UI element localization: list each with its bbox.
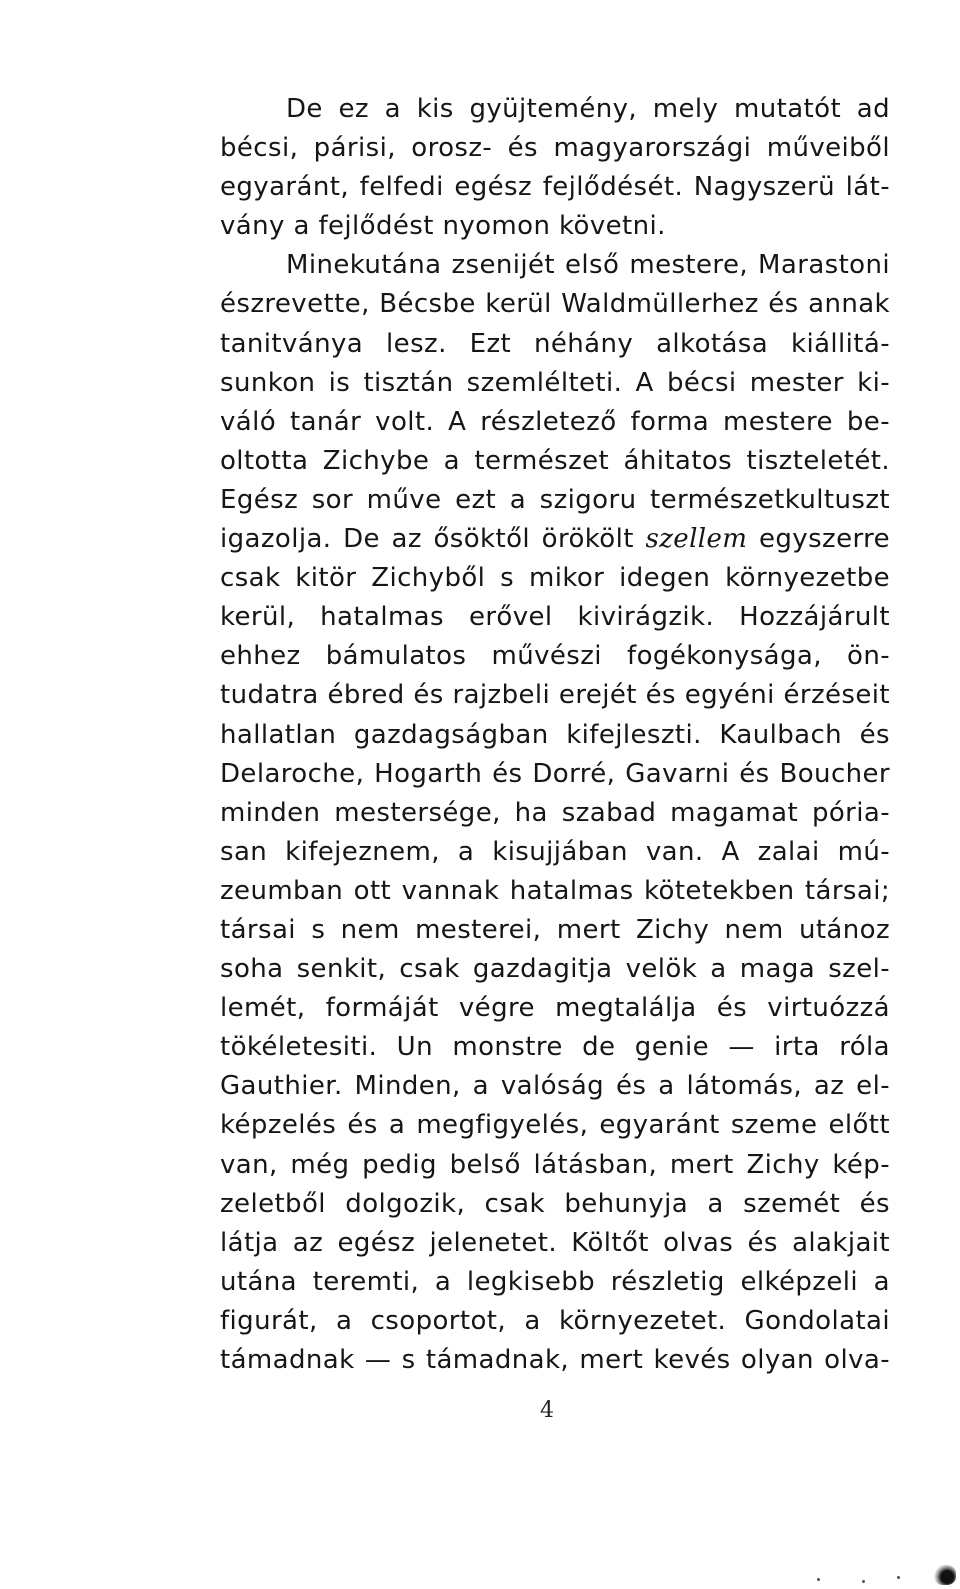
ink-speck: [862, 1580, 865, 1583]
text-line: De ez a kis gyüjtemény, mely mutatót ad: [286, 94, 890, 124]
page-number: 4: [540, 1398, 554, 1423]
text-line: zeumban ott vannak hatalmas kötetekben társai;: [220, 875, 890, 906]
text-line: tökéletesiti. Un monstre de genie — irta róla: [220, 1032, 890, 1063]
text-line: Minekutána zsenijét első mestere, Marastoni: [286, 250, 890, 281]
text-line: képzelés és a megfigyelés, egyaránt szeme előtt: [220, 1110, 890, 1141]
text-line: minden mestersége, ha szabad magamat pória-: [220, 797, 890, 828]
text-line: zeletből dolgozik, csak behunyja a szemét és: [220, 1188, 890, 1219]
text-line: észrevette, Bécsbe kerül Waldmüllerhez és annak: [220, 289, 890, 320]
text-line: san kifejeznem, a kisujjában van. A zalai mú-: [220, 836, 890, 867]
text-line: soha senkit, csak gazdagitja velök a maga szel-: [220, 954, 890, 985]
ink-smudge: [934, 1565, 956, 1585]
text-line: utána teremti, a legkisebb részletig elképzeli a: [220, 1266, 890, 1297]
text-segment: igazolja. De az ősöktől örökölt: [220, 524, 634, 555]
text-line: Gauthier. Minden, a valóság és a látomás, az el-: [220, 1071, 890, 1102]
text-line: látja az egész jelenetet. Költőt olvas és alakjait: [220, 1227, 890, 1258]
text-line: tanitványa lesz. Ezt néhány alkotása kiállitá-: [220, 328, 890, 359]
text-line: van, még pedig belső látásban, mert Zichy kép-: [220, 1149, 890, 1180]
text-line: csak kitör Zichyből s mikor idegen környezetbe: [220, 563, 890, 594]
text-line: Egész sor műve ezt a szigoru természetkultuszt: [220, 484, 890, 515]
text-line: Delaroche, Hogarth és Dorré, Gavarni és Boucher: [220, 758, 890, 789]
ink-speck: [897, 1576, 900, 1579]
text-line: támadnak — s támadnak, mert kevés olyan olva-: [220, 1345, 890, 1375]
text-line: hallatlan gazdagságban kifejleszti. Kaulbach és: [220, 719, 890, 750]
text-line: egyaránt, felfedi egész fejlődését. Nagyszerü lát-: [220, 172, 890, 203]
text-line: oltotta Zichybe a természet áhitatos tiszteletét.: [220, 445, 890, 476]
text-line: vány a fejlődést nyomon követni.: [220, 211, 666, 242]
text-line: lemét, formáját végre megtalálja és virtuózzá: [220, 993, 890, 1024]
text-line: kerül, hatalmas erővel kivirágzik. Hozzájárult: [220, 602, 890, 633]
text-line: váló tanár volt. A részletező forma mestere be-: [220, 406, 890, 437]
body-text: [220, 90, 890, 1380]
text-line: sunkon is tisztán szemlélteti. A bécsi mester ki-: [220, 367, 890, 398]
italic-word: szellem: [645, 524, 748, 555]
text-line: tudatra ébred és rajzbeli erejét és egyéni érzéseit: [220, 680, 890, 711]
text-line: figurát, a csoportot, a környezetet. Gondolatai: [220, 1305, 890, 1336]
ink-speck: [817, 1578, 820, 1581]
text-line: bécsi, párisi, orosz- és magyarországi műveiből: [220, 133, 890, 164]
text-line: ehhez bámulatos művészi fogékonysága, ön-: [220, 641, 890, 672]
text-line-with-italic: [220, 520, 890, 559]
text-line: társai s nem mesterei, mert Zichy nem utánoz: [220, 914, 890, 945]
text-segment: egyszerre: [758, 524, 891, 555]
